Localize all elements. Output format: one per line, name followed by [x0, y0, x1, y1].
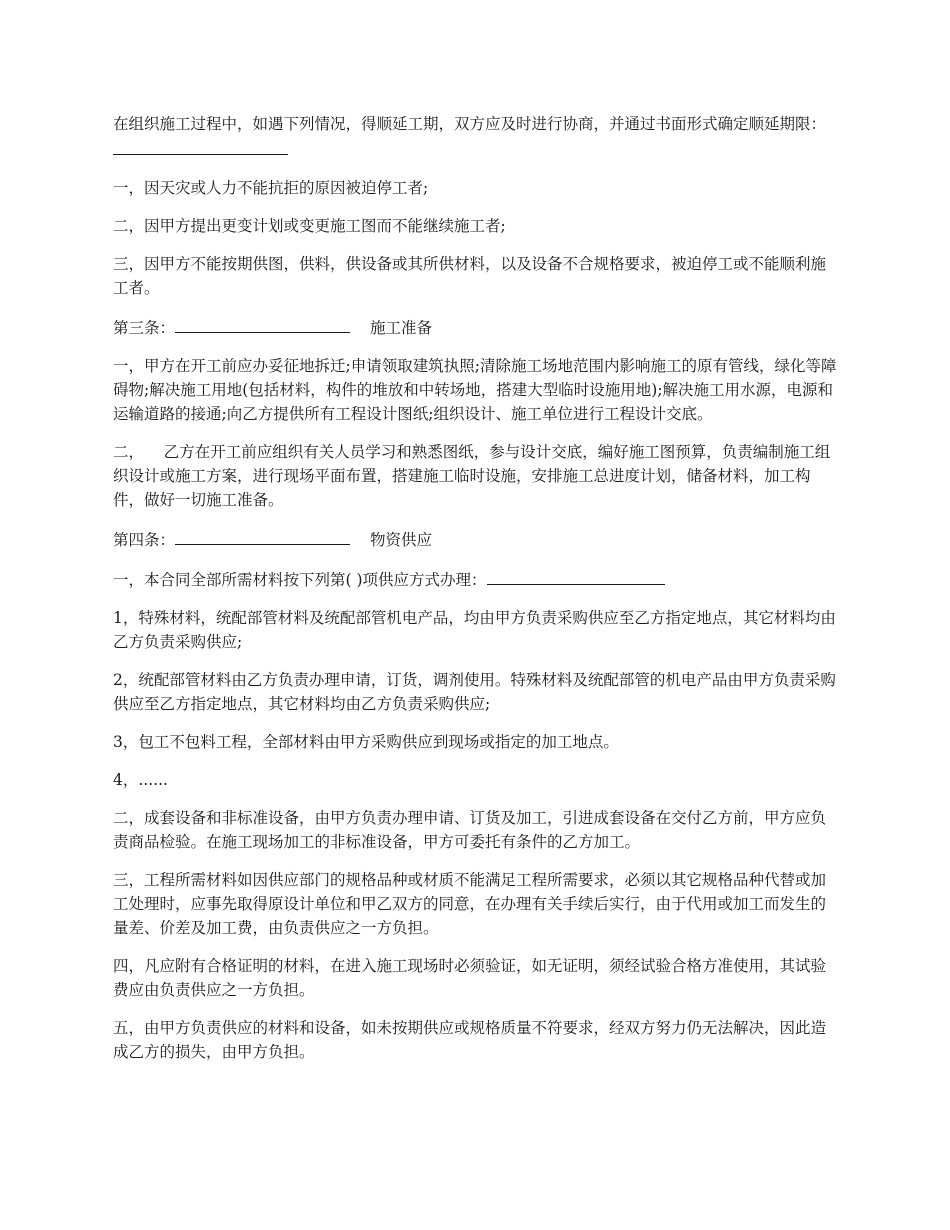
article-4-blank [175, 526, 350, 545]
intro-text: 在组织施工过程中，如遇下列情况，得顺延工期，双方应及时进行协商，并通过书面形式确定顺延期限： [113, 115, 827, 133]
paragraph-prep-2: 二， 乙方在开工前应组织有关人员学习和熟悉图纸，参与设计交底，编好施工图预算，负责编制施工组织设计或施工方案，进行现场平面布置，搭建施工临时设施，安排施工总进度计划，储备材料，加工构件，做好一切施工准备。 [113, 443, 831, 509]
paragraph-supply-4: 4，...... [113, 771, 168, 789]
paragraph-item-3: 三，因甲方不能按期供图，供料，供设备或其所供材料，以及设备不合规格要求，被迫停工或不能顺利施工者。 [113, 255, 827, 297]
article-3-blank [175, 314, 350, 333]
article-3-heading: 第三条： 施工准备 [113, 314, 841, 340]
document-body [113, 112, 841, 1078]
paragraph-supply-3: 3，包工不包料工程，全部材料由甲方采购供应到现场或指定的加工地点。 [113, 733, 619, 751]
paragraph-supply-method: 一，本合同全部所需材料按下列第( )项供应方式办理： [113, 566, 841, 592]
paragraph-substitution: 三，工程所需材料如因供应部门的规格品种或材质不能满足工程所需要求，必须以其它规格品种代替或加工处理时，应事先取得原设计单位和甲乙双方的同意，在办理有关手续后实行，由于代用或加工而发生的量差、价差及加工费，由负责供应之一方负担。 [113, 871, 827, 937]
paragraph-item-2: 二，因甲方提出更变计划或变更施工图而不能继续施工者; [113, 217, 506, 235]
article-3-title: 施工准备 [370, 319, 433, 337]
paragraph-liability: 五，由甲方负责供应的材料和设备，如未按期供应或规格质量不符要求，经双方努力仍无法解决，因此造成乙方的损失，由甲方负担。 [113, 1019, 827, 1061]
article-4-heading: 第四条： 物资供应 [113, 526, 841, 552]
paragraph-supply-1: 1，特殊材料，统配部管材料及统配部管机电产品，均由甲方负责采购供应至乙方指定地点，其它材料均由乙方负责采购供应; [113, 609, 836, 651]
paragraph-intro [113, 112, 841, 162]
article-4-title: 物资供应 [370, 531, 433, 549]
paragraph-prep-1: 一，甲方在开工前应办妥征地拆迁;申请领取建筑执照;清除施工场地范围内影响施工的原有管线，绿化等障碍物;解决施工用地(包括材料，构件的堆放和中转场地，搭建大型临时设施用地);解决施工用水源，电源和运输道路的接通;向乙方提供所有工程设计图纸;组织设计、施工单位进行工程设计交底。 [113, 357, 837, 423]
paragraph-equipment: 二，成套设备和非标准设备，由甲方负责办理申请、订货及加工，引进成套设备在交付乙方前，甲方应负责商品检验。在施工现场加工的非标准设备，甲方可委托有条件的乙方加工。 [113, 809, 827, 851]
paragraph-supply-2: 2，统配部管材料由乙方负责办理申请，订货，调剂使用。特殊材料及统配部管的机电产品由甲方负责采购供应至乙方指定地点，其它材料均由乙方负责采购供应; [113, 671, 836, 713]
paragraph-item-1: 一，因天灾或人力不能抗拒的原因被迫停工者; [113, 179, 429, 197]
supply-method-blank [487, 566, 665, 585]
paragraph-certification: 四，凡应附有合格证明的材料，在进入施工现场时必须验证，如无证明，须经试验合格方准使用，其试验费应由负责供应之一方负担。 [113, 957, 827, 999]
delay-period-blank [113, 136, 288, 155]
